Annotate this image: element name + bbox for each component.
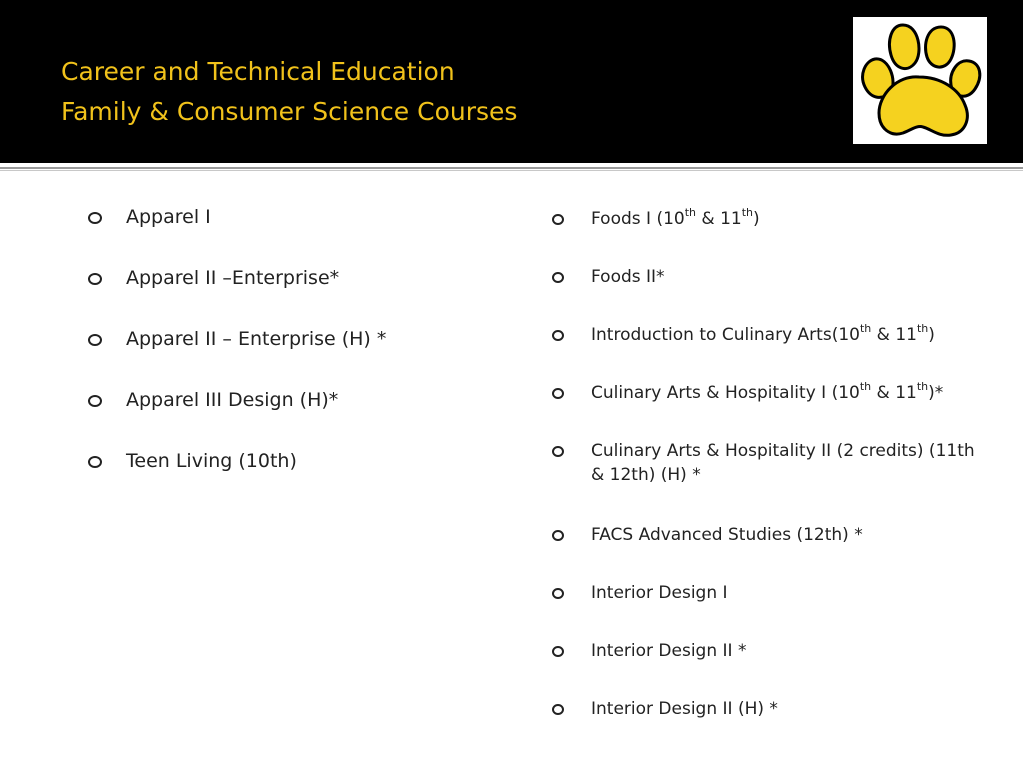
bullet-icon <box>88 456 102 468</box>
course-label: FACS Advanced Studies (12th) * <box>591 525 863 545</box>
list-item <box>552 697 992 721</box>
bullet-icon <box>552 704 564 715</box>
course-label: Foods II* <box>591 267 665 287</box>
header-divider <box>0 167 1023 169</box>
bullet-icon <box>552 388 564 399</box>
left-course-list <box>88 205 508 510</box>
slide-title <box>61 52 517 132</box>
list-item <box>552 207 992 231</box>
course-label: Interior Design II (H) * <box>591 699 778 719</box>
list-item <box>88 205 508 229</box>
course-label: Culinary Arts & Hospitality II (2 credits) (11th & 12th) (H) * <box>591 441 975 485</box>
bullet-icon <box>88 273 102 285</box>
title-line-1: Career and Technical Education <box>61 57 455 86</box>
bullet-icon <box>552 446 564 457</box>
course-label: Apparel II –Enterprise* <box>126 267 340 289</box>
list-item <box>552 523 992 547</box>
list-item <box>552 581 992 605</box>
course-label: Interior Design I <box>591 583 728 603</box>
list-item <box>88 449 508 473</box>
list-item <box>552 639 992 663</box>
bullet-icon <box>88 334 102 346</box>
bullet-icon <box>552 588 564 599</box>
bullet-icon <box>88 395 102 407</box>
bullet-icon <box>552 646 564 657</box>
course-label: Interior Design II * <box>591 641 747 661</box>
course-label: Teen Living (10th) <box>126 450 297 472</box>
course-label: Introduction to Culinary Arts(10th & 11th) <box>591 322 935 345</box>
list-item <box>88 388 508 412</box>
bullet-icon <box>552 330 564 341</box>
course-label: Culinary Arts & Hospitality I (10th & 11th)* <box>591 380 944 403</box>
slide-header <box>0 0 1023 163</box>
list-item <box>552 323 992 347</box>
list-item <box>88 266 508 290</box>
bullet-icon <box>88 212 102 224</box>
header-divider-thin <box>0 170 1023 171</box>
list-item <box>552 381 992 405</box>
course-label: Apparel III Design (H)* <box>126 389 339 411</box>
course-label: Foods I (10th & 11th) <box>591 206 760 229</box>
bullet-icon <box>552 530 564 541</box>
bullet-icon <box>552 214 564 225</box>
list-item <box>552 265 992 289</box>
course-label: Apparel II – Enterprise (H) * <box>126 328 387 350</box>
course-label: Apparel I <box>126 206 211 228</box>
bullet-icon <box>552 272 564 283</box>
title-line-2: Family & Consumer Science Courses <box>61 97 518 126</box>
paw-print-icon <box>853 17 987 144</box>
right-course-list <box>552 207 992 755</box>
list-item <box>88 327 508 351</box>
list-item <box>552 439 992 487</box>
